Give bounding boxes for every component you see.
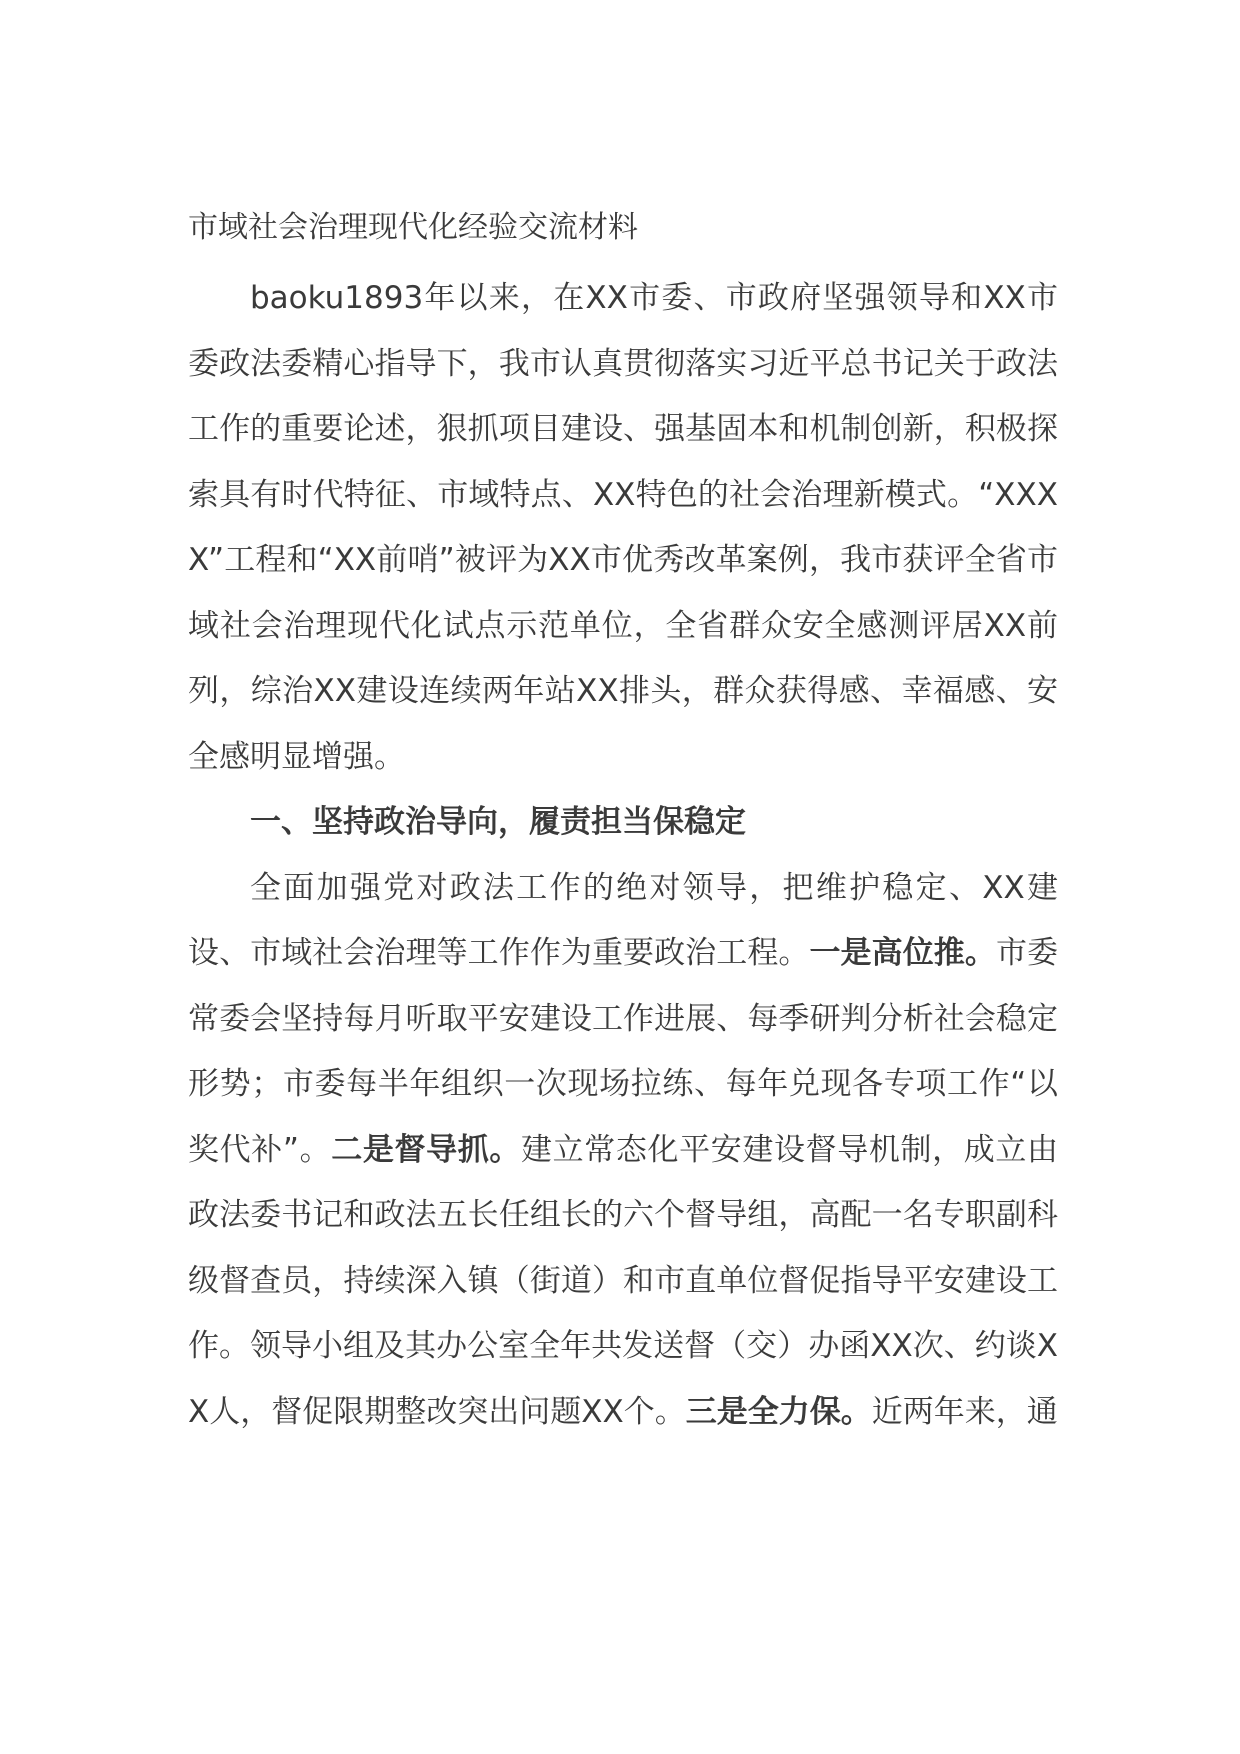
section-1-bold-point-3: 三是全力保。 (685, 1393, 872, 1430)
section-1-text-part-3: 建立常态化平安建设督导机制，成立由政法委书记和政法五长任组长的六个督导组，高配一名专职副科级督查员，持续深入镇（街道）和市直单位督促指导平安建设工作。领导小组及其办公室全年共发送督（交）办函XX次、约谈XX人，督促限期整改突出问题XX个。 (188, 1131, 1059, 1430)
section-1-bold-point-2: 二是督导抓。 (331, 1131, 521, 1168)
document-page (188, 200, 1058, 1445)
section-1-text-part-1: 全面加强党对政法工作的绝对领导，把维护稳定、XX建设、市域社会治理等工作作为重要政治工程。 (188, 869, 1058, 971)
section-1-heading: 一、坚持政治导向，履责担当保稳定 (250, 804, 746, 840)
document-title: 市域社会治理现代化经验交流材料 (188, 210, 638, 245)
section-1-text-part-4: 近两年来，通 (871, 1393, 1058, 1430)
intro-paragraph: baoku1893年以来，在XX市委、市政府坚强领导和XX市委政法委精心指导下，我市认真贯彻落实习近平总书记关于政法工作的重要论述，狠抓项目建设、强基固本和机制创新，积极探索具有时代特征、市域特点、XX特色的社会治理新模式。“XXXX”工程和“XX前哨”被评为XX市优秀改革案例，我市获评全省市域社会治理现代化试点示范单位，全省群众安全感测评居XX前列，综治XX建设连续两年站XX排头，群众获得感、幸福感、安全感明显增强。 (188, 280, 1058, 775)
section-1-paragraph (188, 856, 1058, 1446)
section-1-text-part-2: 市委常委会坚持每月听取平安建设工作进展、每季研判分析社会稳定形势；市委每半年组织一次现场拉练、每年兑现各专项工作“以奖代补”。 (188, 935, 1059, 1168)
section-1-bold-point-1: 一是高位推。 (809, 935, 996, 971)
